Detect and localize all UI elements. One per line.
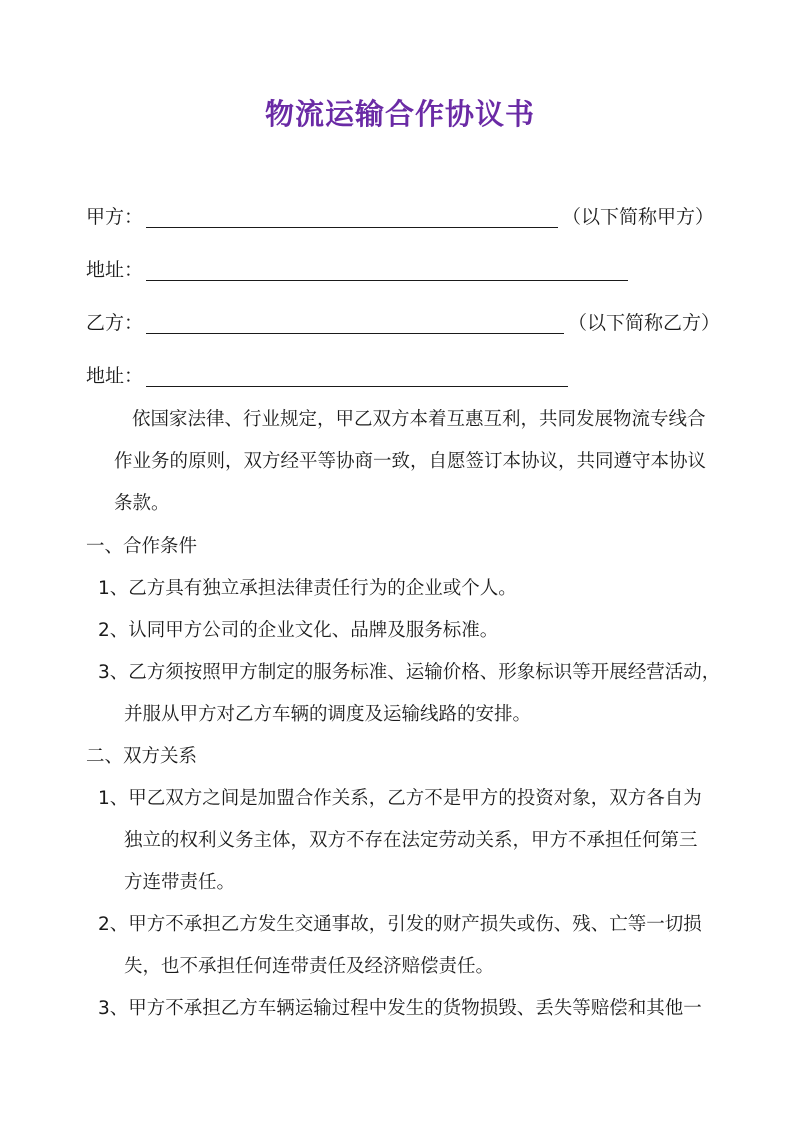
clause-line: 方连带责任。 <box>124 872 236 893</box>
clause-line: 3、乙方须按照甲方制定的服务标准、运输价格、形象标识等开展经营活动， <box>98 662 721 683</box>
intro-line: 作业务的原则，双方经平等协商一致，自愿签订本协议，共同遵守本协议 <box>114 451 707 472</box>
clause-line: 2、甲方不承担乙方发生交通事故，引发的财产损失或伤、残、亡等一切损 <box>98 914 702 935</box>
party-a-field <box>86 202 726 232</box>
intro-line: 依国家法律、行业规定，甲乙双方本着互惠互利，共同发展物流专线合 <box>132 409 706 430</box>
clause-line: 3、甲方不承担乙方车辆运输过程中发生的货物损毁、丢失等赔偿和其他一 <box>98 998 702 1019</box>
section-heading: 二、双方关系 <box>86 746 198 767</box>
intro-line: 条款。 <box>114 493 170 514</box>
party-b-field <box>86 308 726 338</box>
address-a-field <box>86 255 726 285</box>
address-b-field <box>86 361 726 391</box>
party-b-label: 乙方： <box>86 312 144 334</box>
clause-line: 失，也不承担任何连带责任及经济赔偿责任。 <box>124 956 495 977</box>
party-b-blank[interactable] <box>146 333 564 334</box>
party-a-label: 甲方： <box>86 206 144 228</box>
clause-line: 2、认同甲方公司的企业文化、品牌及服务标准。 <box>98 620 499 641</box>
clause-line: 并服从甲方对乙方车辆的调度及运输线路的安排。 <box>124 704 532 725</box>
party-b-suffix: （以下简称乙方） <box>568 312 721 334</box>
clause-line: 1、甲乙双方之间是加盟合作关系，乙方不是甲方的投资对象，双方各自为 <box>98 788 702 809</box>
address-a-blank[interactable] <box>146 280 628 281</box>
party-a-blank[interactable] <box>146 227 558 228</box>
address-b-label: 地址： <box>86 365 144 387</box>
document-title: 物流运输合作协议书 <box>264 97 535 131</box>
address-b-blank[interactable] <box>146 386 568 387</box>
clause-line: 1、乙方具有独立承担法律责任行为的企业或个人。 <box>98 578 517 599</box>
party-a-suffix: （以下简称甲方） <box>562 206 715 228</box>
section-heading: 一、合作条件 <box>86 536 198 557</box>
address-a-label: 地址： <box>86 259 144 281</box>
clause-line: 独立的权利义务主体，双方不存在法定劳动关系，甲方不承担任何第三 <box>124 830 698 851</box>
